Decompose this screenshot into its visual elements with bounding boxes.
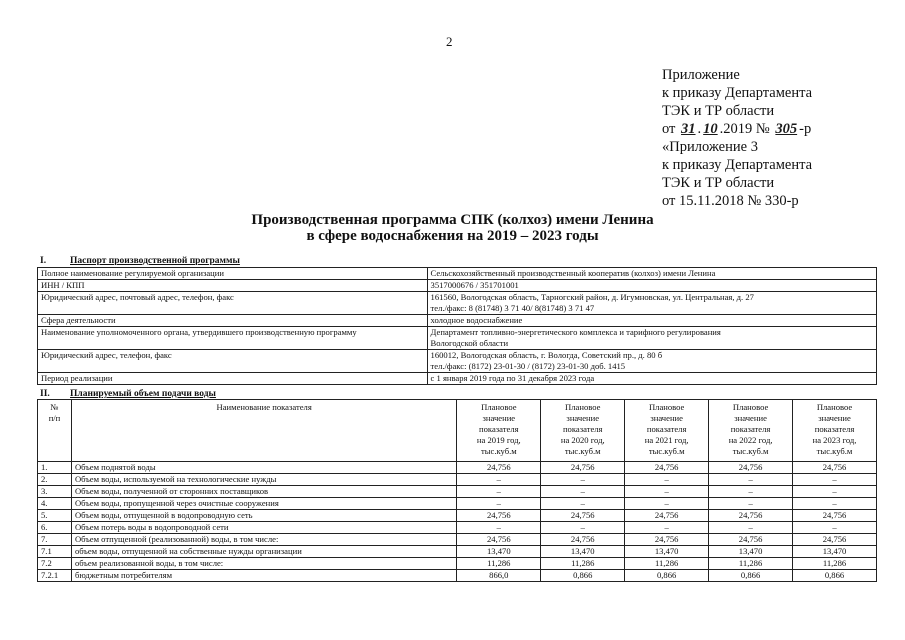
passport-value-line: тел./факс: (8172) 23-01-30 / (8172) 23-01-30 доб. 1415 [430,361,626,371]
table-row [38,462,877,474]
passport-label: Юридический адрес, почтовый адрес, телефон, факс [38,292,428,315]
row-value: – [709,486,793,498]
date-prefix: от [662,121,676,137]
row-value: – [541,474,625,486]
appendix-date-line: от 31 . 10 .2019 № 305 -р [662,121,812,137]
row-value: – [457,486,541,498]
order-suffix: -р [799,121,812,137]
passport-row [38,350,877,373]
passport-label: Наименование уполномоченного органа, утвердившего производственную программу [38,327,428,350]
row-value: – [793,498,877,510]
passport-label: ИНН / КПП [38,280,428,292]
passport-row [38,280,877,292]
row-name: Объем отпущенной (реализованной) воды, в том числе: [71,534,456,546]
row-number: 1. [38,462,72,474]
row-value: – [541,498,625,510]
table-row [38,510,877,522]
passport-value-line: Вологодской области [430,338,509,348]
passport-value-line: Сельскохозяйственный производственный кооператив (колхоз) имени Ленина [430,268,716,278]
appendix-line: ТЭК и ТР области [662,175,775,191]
section-number: I. [40,256,47,266]
handwritten-month: 10 [703,121,718,137]
table-row [38,558,877,570]
row-number: 7.2.1 [38,570,72,582]
passport-label: Период реализации [38,373,428,385]
section-number: II. [40,389,50,399]
row-value: 0,866 [793,570,877,582]
row-name: Объем потерь воды в водопроводной сети [71,522,456,534]
passport-value-line: холодное водоснабжение [430,315,523,325]
row-value: 24,756 [541,510,625,522]
column-header-name: Наименование показателя [71,400,456,462]
column-header-year: Плановое значение показателя на 2020 год, тыс.куб.м [541,400,625,462]
row-value: 13,470 [709,546,793,558]
appendix-line: Приложение [662,67,740,83]
passport-value-line: тел./факс: 8 (81748) 3 71 40/ 8(81748) 3 71 47 [430,303,595,313]
column-header-year: Плановое значение показателя на 2021 год, тыс.куб.м [625,400,709,462]
passport-value-line: 160012, Вологодская область, г. Вологда, Советский пр., д. 80 б [430,350,663,360]
row-value: 24,756 [541,534,625,546]
appendix-block [662,66,812,210]
row-value: 11,286 [793,558,877,570]
passport-value [427,373,876,385]
passport-value [427,350,876,373]
passport-label: Полное наименование регулируемой организации [38,268,428,280]
row-number: 3. [38,486,72,498]
page-number: 2 [446,34,453,49]
appendix-line: от 15.11.2018 № 330-р [662,193,799,209]
row-value: – [541,522,625,534]
passport-value-line: с 1 января 2019 года по 31 декабря 2023 года [430,373,595,383]
table-row [38,546,877,558]
passport-value [427,292,876,315]
passport-value-line: Департамент топливно-энергетического комплекса и тарифного регулирования [430,327,721,337]
row-name: Объем воды, полученной от сторонних поставщиков [71,486,456,498]
row-value: 24,756 [709,462,793,474]
date-year: .2019 № [719,121,770,137]
row-name: объем воды, отпущенной на собственные нужды организации [71,546,456,558]
table-row [38,486,877,498]
passport-row [38,373,877,385]
passport-value [427,268,876,280]
row-name: Объем воды, пропущенной через очистные сооружения [71,498,456,510]
row-value: – [625,498,709,510]
row-value: – [457,498,541,510]
table-row [38,474,877,486]
row-value: 24,756 [541,462,625,474]
row-name: объем реализованной воды, в том числе: [71,558,456,570]
row-value: 24,756 [793,534,877,546]
row-value: – [625,522,709,534]
row-name: Объем воды, отпущенной в водопроводную сеть [71,510,456,522]
passport-table [37,267,877,385]
passport-row [38,327,877,350]
section-title: Планируемый объем подачи воды [70,389,216,399]
row-value: 11,286 [625,558,709,570]
row-value: – [793,486,877,498]
row-value: 11,286 [541,558,625,570]
appendix-line: к приказу Департамента [662,157,813,173]
table-row [38,570,877,582]
section-heading [40,389,216,399]
column-header-number: № п/п [38,400,72,462]
row-value: 13,470 [541,546,625,558]
row-value: 13,470 [793,546,877,558]
row-value: 0,866 [709,570,793,582]
row-name: бюджетным потребителям [71,570,456,582]
appendix-line: «Приложение 3 [662,139,758,155]
row-value: 24,756 [625,510,709,522]
row-value: 11,286 [709,558,793,570]
row-value: – [709,474,793,486]
handwritten-day: 31 [681,121,696,137]
passport-value [427,315,876,327]
row-value: – [709,522,793,534]
row-value: 24,756 [793,510,877,522]
row-value: – [793,474,877,486]
passport-value [427,280,876,292]
row-value: 0,866 [625,570,709,582]
passport-row [38,292,877,315]
row-number: 4. [38,498,72,510]
row-value: 24,756 [625,534,709,546]
row-value: 0,866 [541,570,625,582]
table-row [38,534,877,546]
row-value: 11,286 [457,558,541,570]
volume-table [37,399,877,582]
row-value: 13,470 [625,546,709,558]
row-value: – [793,522,877,534]
row-name: Объем поднятой воды [71,462,456,474]
row-value: – [541,486,625,498]
document-title: Производственная программа СПК (колхоз) имени Ленина [251,212,654,228]
row-value: 24,756 [457,510,541,522]
passport-label: Юридический адрес, телефон, факс [38,350,428,373]
section-heading [40,256,240,266]
appendix-line: ТЭК и ТР области [662,103,775,119]
passport-row [38,268,877,280]
row-value: 24,756 [793,462,877,474]
row-value: – [457,474,541,486]
passport-label: Сфера деятельности [38,315,428,327]
column-header-year: Плановое значение показателя на 2022 год, тыс.куб.м [709,400,793,462]
row-value: 24,756 [709,510,793,522]
row-number: 7.1 [38,546,72,558]
row-value: – [709,498,793,510]
row-value: 24,756 [457,534,541,546]
table-row [38,522,877,534]
passport-value-line: 3517000676 / 351701001 [430,280,519,290]
row-number: 7.2 [38,558,72,570]
passport-row [38,315,877,327]
table-row [38,498,877,510]
row-value: – [625,474,709,486]
passport-value-line: 161560, Вологодская область, Тарногский район, д. Игумновская, ул. Центральная, д. 27 [430,292,754,302]
passport-value [427,327,876,350]
column-header-year: Плановое значение показателя на 2023 год, тыс.куб.м [793,400,877,462]
row-name: Объем воды, используемой на технологические нужды [71,474,456,486]
appendix-line: к приказу Департамента [662,85,813,101]
row-value: 24,756 [457,462,541,474]
row-value: – [625,486,709,498]
row-value: – [457,522,541,534]
row-number: 7. [38,534,72,546]
document-subtitle: в сфере водоснабжения на 2019 – 2023 годы [306,228,599,244]
row-value: 13,470 [457,546,541,558]
row-value: 24,756 [625,462,709,474]
row-number: 5. [38,510,72,522]
row-value: 24,756 [709,534,793,546]
row-number: 6. [38,522,72,534]
row-value: 866,0 [457,570,541,582]
handwritten-order-number: 305 [775,121,798,137]
row-number: 2. [38,474,72,486]
section-title: Паспорт производственной программы [70,256,240,266]
column-header-year: Плановое значение показателя на 2019 год, тыс.куб.м [457,400,541,462]
